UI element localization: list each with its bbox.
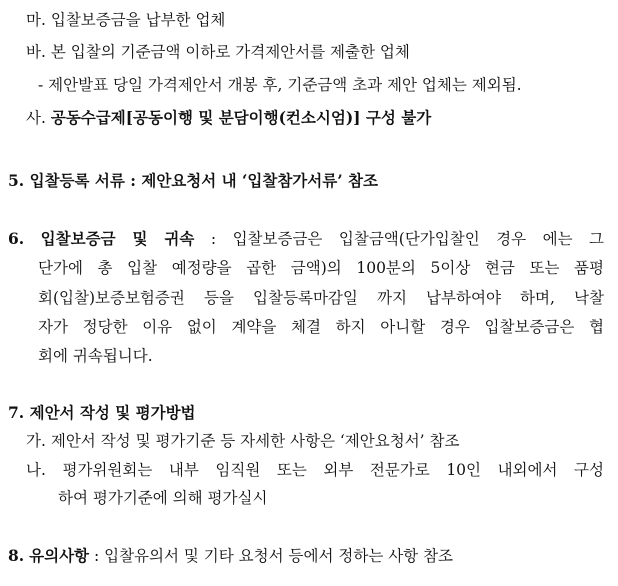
section-title: 제안서 작성 및 평가방법	[29, 403, 196, 422]
section-6-body-line-5: 회에 귀속됩니다.	[38, 347, 153, 365]
list-text: 입찰보증금을 납부한 업체	[50, 11, 226, 29]
list-item-sa	[26, 107, 431, 129]
list-text: 제안서 작성 및 평가기준 등 자세한 사항은 ‘제안요청서’ 참조	[50, 432, 460, 450]
list-marker: 사.	[26, 109, 46, 127]
list-note: - 제안발표 당일 가격제안서 개봉 후, 기준금액 초과 제안 업체는 제외됨.	[38, 76, 522, 94]
section-number: 5.	[8, 171, 25, 190]
list-marker: 가.	[26, 432, 46, 450]
section-6-body-line-2: 단가에 총 입찰 예정량을 곱한 금액)의 100분의 5이상 현금 또는 품평	[38, 259, 604, 277]
section-title: 유의사항	[29, 546, 90, 565]
section-number: 6.	[8, 229, 25, 248]
list-marker: 바.	[26, 43, 46, 61]
section-8-heading	[8, 545, 453, 567]
section-number: 8.	[8, 546, 25, 565]
section-6-heading	[8, 228, 604, 250]
list-item-na-continuation: 하여 평가기준에 의해 평가실시	[58, 489, 268, 507]
list-item-ga	[26, 430, 459, 452]
section-separator: :	[89, 547, 105, 565]
list-text: 평가위원회는 내부 임직원 또는 외부 전문가로 10인 내외에서 구성	[62, 461, 604, 479]
list-marker: 마.	[26, 11, 46, 29]
section-6-body-line-4: 자가 정당한 이유 없이 계약을 체결 하지 아니할 경우 입찰보증금은 협	[38, 318, 604, 336]
section-6-body-line-3: 회(입찰)보증보험증권 등을 입찰등록마감일 까지 납부하여야 하며, 낙찰	[38, 289, 604, 307]
list-item-na	[26, 459, 604, 481]
section-title: 입찰보증금 및 귀속	[40, 229, 195, 248]
list-item-ma	[26, 9, 225, 31]
section-number: 7.	[8, 403, 25, 422]
section-7-heading	[8, 402, 196, 424]
list-text: 본 입찰의 기준금액 이하로 가격제안서를 제출한 업체	[50, 43, 410, 61]
list-item-ba	[26, 41, 410, 63]
section-body: 입찰유의서 및 기타 요청서 등에서 정하는 사항 참조	[104, 547, 454, 565]
list-marker: 나.	[26, 461, 46, 479]
section-separator: :	[194, 230, 233, 248]
list-text: 공동수급제[공동이행 및 분담이행(컨소시엄)] 구성 불가	[50, 108, 432, 127]
section-5-heading	[8, 170, 378, 192]
section-body-line-1: 입찰보증금은 입찰금액(단가입찰인 경우 에는 그	[232, 230, 605, 248]
section-title: 입찰등록 서류 : 제안요청서 내 ‘입찰참가서류’ 참조	[29, 171, 378, 190]
